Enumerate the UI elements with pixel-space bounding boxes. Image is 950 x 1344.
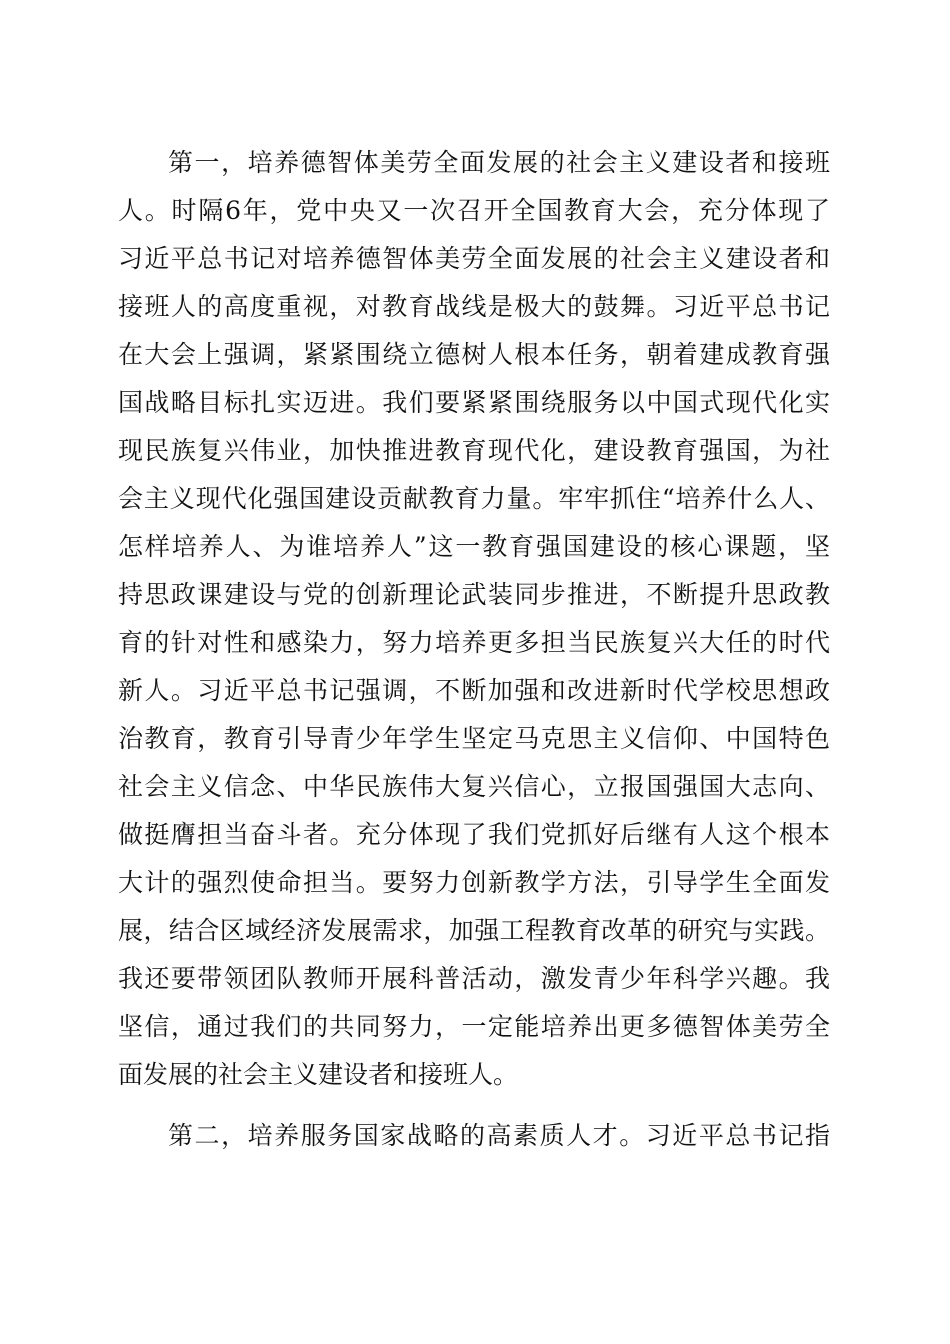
paragraph-1-line-16: 大计的强烈使命担当。要努力创新教学方法，引导学生全面发 bbox=[118, 868, 830, 897]
paragraph-1-line-10: 持思政课建设与党的创新理论武装同步推进，不断提升思政教 bbox=[118, 580, 830, 609]
paragraph-2-line-1: 第二，培养服务国家战略的高素质人才。习近平总书记指 bbox=[168, 1121, 830, 1150]
paragraph-1-line-15: 做挺膺担当奋斗者。充分体现了我们党抓好后继有人这个根本 bbox=[118, 820, 830, 849]
paragraph-1-line-4: 接班人的高度重视，对教育战线是极大的鼓舞。习近平总书记 bbox=[118, 292, 830, 321]
paragraph-1-line-7: 现民族复兴伟业，加快推进教育现代化，建设教育强国，为社 bbox=[118, 436, 830, 465]
paragraph-1-line-17: 展，结合区域经济发展需求，加强工程教育改革的研究与实践。 bbox=[118, 916, 830, 945]
paragraph-1-line-12: 新人。习近平总书记强调，不断加强和改进新时代学校思想政 bbox=[118, 676, 830, 705]
paragraph-1-line-19: 坚信，通过我们的共同努力，一定能培养出更多德智体美劳全 bbox=[118, 1012, 830, 1041]
paragraph-1-line-2: 人。时隔6年，党中央又一次召开全国教育大会，充分体现了 bbox=[118, 196, 830, 225]
paragraph-1-line-5: 在大会上强调，紧紧围绕立德树人根本任务，朝着建成教育强 bbox=[118, 340, 830, 369]
paragraph-1-line-8: 会主义现代化强国建设贡献教育力量。牢牢抓住“培养什么人、 bbox=[118, 484, 830, 513]
paragraph-1-line-13: 治教育，教育引导青少年学生坚定马克思主义信仰、中国特色 bbox=[118, 724, 830, 753]
paragraph-1-line-14: 社会主义信念、中华民族伟大复兴信心，立报国强国大志向、 bbox=[118, 772, 830, 801]
paragraph-1-line-1: 第一，培养德智体美劳全面发展的社会主义建设者和接班 bbox=[168, 148, 830, 177]
paragraph-1-line-20: 面发展的社会主义建设者和接班人。 bbox=[118, 1060, 519, 1089]
paragraph-1-line-6: 国战略目标扎实迈进。我们要紧紧围绕服务以中国式现代化实 bbox=[118, 388, 830, 417]
paragraph-1-line-3: 习近平总书记对培养德智体美劳全面发展的社会主义建设者和 bbox=[118, 244, 830, 273]
paragraph-1-line-18: 我还要带领团队教师开展科普活动，激发青少年科学兴趣。我 bbox=[118, 964, 830, 993]
paragraph-1-line-11: 育的针对性和感染力，努力培养更多担当民族复兴大任的时代 bbox=[118, 628, 830, 657]
paragraph-1-line-9: 怎样培养人、为谁培养人”这一教育强国建设的核心课题，坚 bbox=[118, 532, 830, 561]
